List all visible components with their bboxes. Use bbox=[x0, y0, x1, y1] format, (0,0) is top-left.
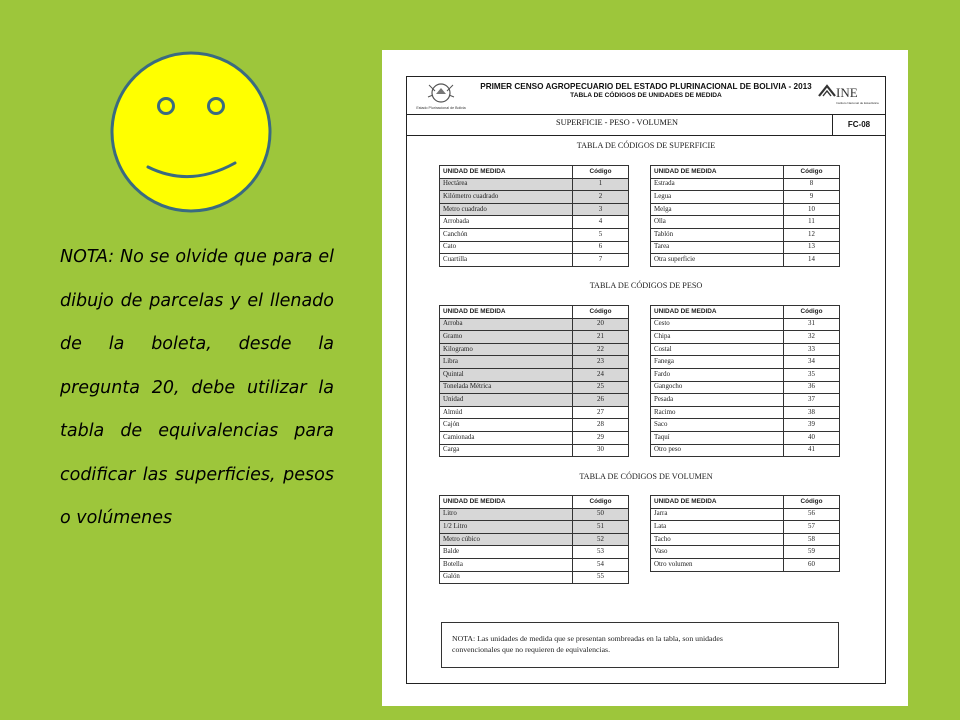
code-cell: 41 bbox=[784, 444, 840, 457]
subheader-title: SUPERFICIE - PESO - VOLUMEN bbox=[555, 118, 678, 127]
table-row bbox=[440, 178, 629, 191]
table-header-row bbox=[651, 496, 840, 509]
ine-logo-text: INE bbox=[836, 85, 858, 100]
unit-cell: Estrada bbox=[651, 178, 784, 191]
unit-cell: Otro peso bbox=[651, 444, 784, 457]
document-subtitle: TABLA DE CÓDIGOS DE UNIDADES DE MEDIDA bbox=[570, 92, 722, 99]
unit-cell: Kilómetro cuadrado bbox=[440, 191, 573, 204]
code-cell: 30 bbox=[573, 444, 629, 457]
code-cell: 54 bbox=[573, 558, 629, 571]
column-header-unit: UNIDAD DE MEDIDA bbox=[651, 166, 784, 179]
unit-cell: Libra bbox=[440, 356, 573, 369]
unit-cell: Tonelada Métrica bbox=[440, 381, 573, 394]
code-cell: 31 bbox=[784, 318, 840, 331]
column-header-unit: UNIDAD DE MEDIDA bbox=[651, 496, 784, 509]
code-cell: 32 bbox=[784, 331, 840, 344]
table-row bbox=[440, 228, 629, 241]
code-cell: 59 bbox=[784, 546, 840, 559]
code-cell: 37 bbox=[784, 394, 840, 407]
column-header-code: Código bbox=[784, 496, 840, 509]
code-cell: 9 bbox=[784, 191, 840, 204]
unit-cell: Cuartilla bbox=[440, 254, 573, 267]
table-row bbox=[651, 228, 840, 241]
table-row bbox=[440, 331, 629, 344]
unit-cell: Metro cúbico bbox=[440, 533, 573, 546]
code-cell: 40 bbox=[784, 431, 840, 444]
unit-cell: Gramo bbox=[440, 331, 573, 344]
table-row bbox=[440, 508, 629, 521]
code-cell: 60 bbox=[784, 558, 840, 571]
surface-table-right bbox=[650, 165, 840, 267]
table-row bbox=[440, 444, 629, 457]
seal-caption: Estado Plurinacional de Bolivia bbox=[416, 106, 466, 110]
unit-cell: Balde bbox=[440, 546, 573, 559]
table-row bbox=[651, 191, 840, 204]
table-row bbox=[440, 241, 629, 254]
unit-cell: Cajón bbox=[440, 419, 573, 432]
code-cell: 3 bbox=[573, 203, 629, 216]
unit-cell: Fardo bbox=[651, 368, 784, 381]
unit-cell: Legua bbox=[651, 191, 784, 204]
table-row bbox=[440, 406, 629, 419]
surface-table-title: TABLA DE CÓDIGOS DE SUPERFICIE bbox=[576, 141, 716, 150]
unit-cell: Jarra bbox=[651, 508, 784, 521]
volume-table-left bbox=[439, 495, 629, 584]
table-row bbox=[651, 419, 840, 432]
code-cell: 50 bbox=[573, 508, 629, 521]
table-row bbox=[440, 203, 629, 216]
unit-cell: Gangocho bbox=[651, 381, 784, 394]
smiley-face-icon bbox=[110, 51, 272, 213]
table-row bbox=[651, 444, 840, 457]
weight-table-title: TABLA DE CÓDIGOS DE PESO bbox=[589, 281, 703, 290]
unit-cell: Lata bbox=[651, 521, 784, 534]
document-frame bbox=[406, 76, 886, 684]
unit-cell: Vaso bbox=[651, 546, 784, 559]
code-cell: 20 bbox=[573, 318, 629, 331]
table-row bbox=[651, 394, 840, 407]
table-row bbox=[440, 533, 629, 546]
unit-cell: Unidad bbox=[440, 394, 573, 407]
unit-cell: Canchón bbox=[440, 228, 573, 241]
code-cell: 12 bbox=[784, 228, 840, 241]
table-row bbox=[440, 381, 629, 394]
document-note bbox=[441, 622, 839, 668]
column-header-code: Código bbox=[573, 306, 629, 319]
table-row bbox=[651, 241, 840, 254]
code-cell: 21 bbox=[573, 331, 629, 344]
unit-cell: Kilogramo bbox=[440, 343, 573, 356]
weight-table-right bbox=[650, 305, 840, 457]
surface-table-left bbox=[439, 165, 629, 267]
code-cell: 8 bbox=[784, 178, 840, 191]
unit-cell: Tarea bbox=[651, 241, 784, 254]
unit-cell: Tacho bbox=[651, 533, 784, 546]
table-row bbox=[651, 203, 840, 216]
unit-cell: Metro cuadrado bbox=[440, 203, 573, 216]
table-row bbox=[651, 318, 840, 331]
table-row bbox=[651, 343, 840, 356]
unit-cell: Otra superficie bbox=[651, 254, 784, 267]
unit-cell: Galón bbox=[440, 571, 573, 584]
table-row bbox=[440, 571, 629, 584]
table-row bbox=[440, 216, 629, 229]
unit-cell: Cesto bbox=[651, 318, 784, 331]
table-row bbox=[651, 431, 840, 444]
code-cell: 58 bbox=[784, 533, 840, 546]
weight-table-left bbox=[439, 305, 629, 457]
table-header-row bbox=[651, 306, 840, 319]
code-cell: 35 bbox=[784, 368, 840, 381]
slide-note: NOTA: No se olvide que para el dibujo de parcelas y el llenado de la boleta, desde la pregunta 20, debe utilizar la tabla de equivalencias para codificar las superficies, pesos o volúmenes bbox=[60, 247, 334, 528]
code-cell: 1 bbox=[573, 178, 629, 191]
code-cell: 27 bbox=[573, 406, 629, 419]
code-cell: 22 bbox=[573, 343, 629, 356]
unit-cell: Olla bbox=[651, 216, 784, 229]
code-cell: 51 bbox=[573, 521, 629, 534]
table-row bbox=[651, 368, 840, 381]
unit-cell: Arrobada bbox=[440, 216, 573, 229]
code-cell: 38 bbox=[784, 406, 840, 419]
table-header-row bbox=[440, 496, 629, 509]
code-cell: 56 bbox=[784, 508, 840, 521]
table-row bbox=[440, 356, 629, 369]
column-header-unit: UNIDAD DE MEDIDA bbox=[440, 306, 573, 319]
volume-table-right bbox=[650, 495, 840, 572]
document-subheader bbox=[407, 114, 885, 136]
code-cell: 53 bbox=[573, 546, 629, 559]
unit-cell: 1/2 Litro bbox=[440, 521, 573, 534]
table-row bbox=[651, 521, 840, 534]
table-row bbox=[651, 546, 840, 559]
table-header-row bbox=[440, 166, 629, 179]
table-header-row bbox=[440, 306, 629, 319]
document-header bbox=[407, 77, 885, 115]
code-cell: 4 bbox=[573, 216, 629, 229]
code-cell: 33 bbox=[784, 343, 840, 356]
table-row bbox=[440, 431, 629, 444]
ine-logo-icon bbox=[817, 81, 879, 109]
unit-cell: Quintal bbox=[440, 368, 573, 381]
unit-cell: Cato bbox=[440, 241, 573, 254]
code-cell: 24 bbox=[573, 368, 629, 381]
unit-cell: Saco bbox=[651, 419, 784, 432]
code-cell: 52 bbox=[573, 533, 629, 546]
code-cell: 39 bbox=[784, 419, 840, 432]
document-note-line1: NOTA: Las unidades de medida que se presentan sombreadas en la tabla, son unidades bbox=[452, 634, 723, 643]
table-row bbox=[440, 521, 629, 534]
code-cell: 14 bbox=[784, 254, 840, 267]
column-header-code: Código bbox=[784, 166, 840, 179]
column-header-code: Código bbox=[784, 306, 840, 319]
code-cell: 29 bbox=[573, 431, 629, 444]
table-row bbox=[440, 368, 629, 381]
unit-cell: Costal bbox=[651, 343, 784, 356]
code-cell: 11 bbox=[784, 216, 840, 229]
code-cell: 55 bbox=[573, 571, 629, 584]
unit-cell: Racimo bbox=[651, 406, 784, 419]
table-row bbox=[651, 216, 840, 229]
table-row bbox=[651, 254, 840, 267]
unit-cell: Fanega bbox=[651, 356, 784, 369]
document-title: PRIMER CENSO AGROPECUARIO DEL ESTADO PLURINACIONAL DE BOLIVIA - 2013 bbox=[480, 82, 812, 91]
table-row bbox=[651, 558, 840, 571]
unit-cell: Tablón bbox=[651, 228, 784, 241]
document-page bbox=[382, 50, 908, 706]
unit-cell: Otro volumen bbox=[651, 558, 784, 571]
column-header-code: Código bbox=[573, 166, 629, 179]
code-cell: 25 bbox=[573, 381, 629, 394]
column-header-unit: UNIDAD DE MEDIDA bbox=[440, 496, 573, 509]
code-cell: 7 bbox=[573, 254, 629, 267]
code-cell: 23 bbox=[573, 356, 629, 369]
table-row bbox=[651, 381, 840, 394]
table-row bbox=[440, 254, 629, 267]
code-cell: 13 bbox=[784, 241, 840, 254]
unit-cell: Melga bbox=[651, 203, 784, 216]
unit-cell: Pesada bbox=[651, 394, 784, 407]
table-row bbox=[440, 558, 629, 571]
unit-cell: Camionada bbox=[440, 431, 573, 444]
unit-cell: Hectárea bbox=[440, 178, 573, 191]
table-row bbox=[651, 356, 840, 369]
table-header-row bbox=[651, 166, 840, 179]
volume-table-title: TABLA DE CÓDIGOS DE VOLUMEN bbox=[579, 472, 713, 481]
unit-cell: Botella bbox=[440, 558, 573, 571]
code-cell: 34 bbox=[784, 356, 840, 369]
code-cell: 10 bbox=[784, 203, 840, 216]
ine-caption: Instituto Nacional de Estadística bbox=[836, 101, 879, 105]
form-code: FC-08 bbox=[832, 114, 885, 135]
column-header-unit: UNIDAD DE MEDIDA bbox=[651, 306, 784, 319]
table-row bbox=[440, 394, 629, 407]
column-header-unit: UNIDAD DE MEDIDA bbox=[440, 166, 573, 179]
table-row bbox=[651, 406, 840, 419]
table-row bbox=[440, 191, 629, 204]
table-row bbox=[651, 533, 840, 546]
table-row bbox=[651, 178, 840, 191]
table-row bbox=[651, 331, 840, 344]
code-cell: 36 bbox=[784, 381, 840, 394]
unit-cell: Almúd bbox=[440, 406, 573, 419]
column-header-code: Código bbox=[573, 496, 629, 509]
unit-cell: Chipa bbox=[651, 331, 784, 344]
table-row bbox=[440, 318, 629, 331]
code-cell: 2 bbox=[573, 191, 629, 204]
document-note-line2: convencionales que no requieren de equivalencias. bbox=[452, 644, 611, 654]
unit-cell: Litro bbox=[440, 508, 573, 521]
code-cell: 5 bbox=[573, 228, 629, 241]
table-row bbox=[440, 546, 629, 559]
code-cell: 6 bbox=[573, 241, 629, 254]
code-cell: 57 bbox=[784, 521, 840, 534]
code-cell: 28 bbox=[573, 419, 629, 432]
unit-cell: Carga bbox=[440, 444, 573, 457]
table-row bbox=[440, 419, 629, 432]
table-row bbox=[440, 343, 629, 356]
table-row bbox=[651, 508, 840, 521]
unit-cell: Taquí bbox=[651, 431, 784, 444]
unit-cell: Arroba bbox=[440, 318, 573, 331]
code-cell: 26 bbox=[573, 394, 629, 407]
